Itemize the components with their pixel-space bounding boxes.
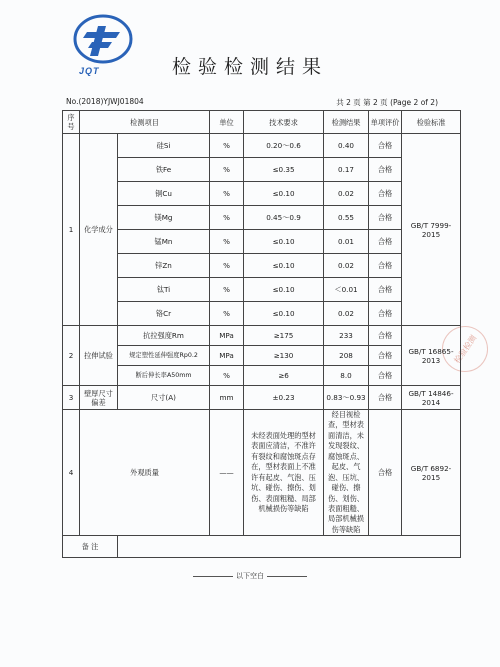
table-row	[63, 182, 461, 206]
item-result: 0.83～0.93	[324, 386, 369, 410]
notes-row	[63, 536, 461, 558]
header-result: 检测结果	[324, 111, 369, 134]
page-number: 共 2 页 第 2 页 (Page 2 of 2)	[336, 98, 438, 107]
item-evaluation: 合格	[369, 158, 402, 182]
item-requirement: 0.45～0.9	[244, 206, 324, 230]
logo-text: JQT	[79, 66, 100, 76]
item-unit: %	[210, 302, 244, 326]
group-seq: 1	[63, 134, 80, 326]
item-result: 0.02	[324, 182, 369, 206]
item-unit: %	[210, 366, 244, 386]
item-evaluation: 合格	[369, 254, 402, 278]
table-row	[63, 278, 461, 302]
table-row	[63, 206, 461, 230]
item-evaluation: 合格	[369, 278, 402, 302]
item-name: 断后伸长率A50mm	[118, 366, 210, 386]
header-standard: 检验标准	[402, 111, 461, 134]
item-unit: %	[210, 182, 244, 206]
item-unit: MPa	[210, 326, 244, 346]
item-name: 铁Fe	[118, 158, 210, 182]
divider	[267, 576, 307, 577]
header-item: 检测项目	[80, 111, 210, 134]
item-name: 硅Si	[118, 134, 210, 158]
group-seq: 2	[63, 326, 80, 386]
item-requirement: ≤0.10	[244, 278, 324, 302]
group-name: 壁厚尺寸偏差	[80, 386, 118, 410]
table-row	[63, 326, 461, 346]
item-requirement: ≥6	[244, 366, 324, 386]
item-evaluation: 合格	[369, 326, 402, 346]
group-seq: 4	[63, 410, 80, 536]
header-seq: 序号	[63, 111, 80, 134]
item-requirement: ≤0.35	[244, 158, 324, 182]
item-unit: %	[210, 206, 244, 230]
item-name: 镁Mg	[118, 206, 210, 230]
item-result: 8.0	[324, 366, 369, 386]
group-standard: GB/T 7999-2015	[402, 134, 461, 326]
table-row	[63, 410, 461, 536]
group-name: 外观质量	[80, 410, 210, 536]
table-row	[63, 158, 461, 182]
item-unit: mm	[210, 386, 244, 410]
item-name: 钛Ti	[118, 278, 210, 302]
item-name: 铜Cu	[118, 182, 210, 206]
item-result: 0.02	[324, 302, 369, 326]
group-seq: 3	[63, 386, 80, 410]
item-unit: MPa	[210, 346, 244, 366]
item-result: ＜0.01	[324, 278, 369, 302]
divider	[193, 576, 233, 577]
item-evaluation: 合格	[369, 410, 402, 536]
header-requirement: 技术要求	[244, 111, 324, 134]
item-unit: %	[210, 254, 244, 278]
item-unit: %	[210, 158, 244, 182]
item-result: 0.02	[324, 254, 369, 278]
item-evaluation: 合格	[369, 346, 402, 366]
item-result: 0.01	[324, 230, 369, 254]
item-name: 锰Mn	[118, 230, 210, 254]
document-title: 检验检测结果	[171, 56, 328, 78]
item-evaluation: 合格	[369, 182, 402, 206]
table-row	[63, 302, 461, 326]
item-unit: %	[210, 134, 244, 158]
item-result: 0.40	[324, 134, 369, 158]
item-result: 经目视检查，型材表面清洁，未发现裂纹、腐蚀斑点、起皮、气泡、压坑、碰伤、擦伤、划伤、表面粗糙、局部机械损伤等缺陷	[324, 410, 369, 536]
table-row	[63, 366, 461, 386]
group-name: 化学成分	[80, 134, 118, 326]
item-evaluation: 合格	[369, 386, 402, 410]
item-evaluation: 合格	[369, 206, 402, 230]
item-requirement: ≤0.10	[244, 230, 324, 254]
item-requirement: ≥130	[244, 346, 324, 366]
item-requirement: ≥175	[244, 326, 324, 346]
item-requirement: ±0.23	[244, 386, 324, 410]
group-standard: GB/T 14846-2014	[402, 386, 461, 410]
item-unit: ——	[210, 410, 244, 536]
item-name: 锌Zn	[118, 254, 210, 278]
table-row	[63, 134, 461, 158]
results-table	[62, 110, 461, 558]
notes-value	[118, 536, 461, 558]
item-name: 铬Cr	[118, 302, 210, 326]
notes-label: 备 注	[63, 536, 118, 558]
item-requirement: ≤0.10	[244, 182, 324, 206]
item-unit: %	[210, 230, 244, 254]
item-evaluation: 合格	[369, 302, 402, 326]
table-row	[63, 386, 461, 410]
item-name: 尺寸(A)	[118, 386, 210, 410]
end-of-content-marker	[0, 571, 500, 581]
item-unit: %	[210, 278, 244, 302]
end-text: 以下空白	[236, 572, 264, 580]
item-result: 233	[324, 326, 369, 346]
header-evaluation: 单项评价	[369, 111, 402, 134]
item-requirement: ≤0.10	[244, 302, 324, 326]
group-name: 拉伸试验	[80, 326, 118, 386]
table-row	[63, 254, 461, 278]
item-result: 208	[324, 346, 369, 366]
item-evaluation: 合格	[369, 366, 402, 386]
item-name: 规定塑性延伸强度Rp0.2	[118, 346, 210, 366]
item-requirement: ≤0.10	[244, 254, 324, 278]
table-row	[63, 346, 461, 366]
report-number: No.(2018)YJWJ01804	[66, 97, 144, 106]
item-evaluation: 合格	[369, 230, 402, 254]
group-standard: GB/T 16865-2013	[402, 326, 461, 386]
group-standard: GB/T 6892-2015	[402, 410, 461, 536]
item-evaluation: 合格	[369, 134, 402, 158]
seal-text: 检验检测	[452, 333, 478, 365]
item-name: 抗拉强度Rm	[118, 326, 210, 346]
item-result: 0.55	[324, 206, 369, 230]
item-requirement: 未经表面处理的型材表面应清洁，不准许有裂纹和腐蚀斑点存在，型材表面上不准许有起皮、气泡、压坑、碰伤、擦伤、划伤、表面粗糙、局部机械损伤等缺陷	[244, 410, 324, 536]
table-header-row	[63, 111, 461, 134]
header-unit: 单位	[210, 111, 244, 134]
item-requirement: 0.20～0.6	[244, 134, 324, 158]
item-result: 0.17	[324, 158, 369, 182]
table-row	[63, 230, 461, 254]
